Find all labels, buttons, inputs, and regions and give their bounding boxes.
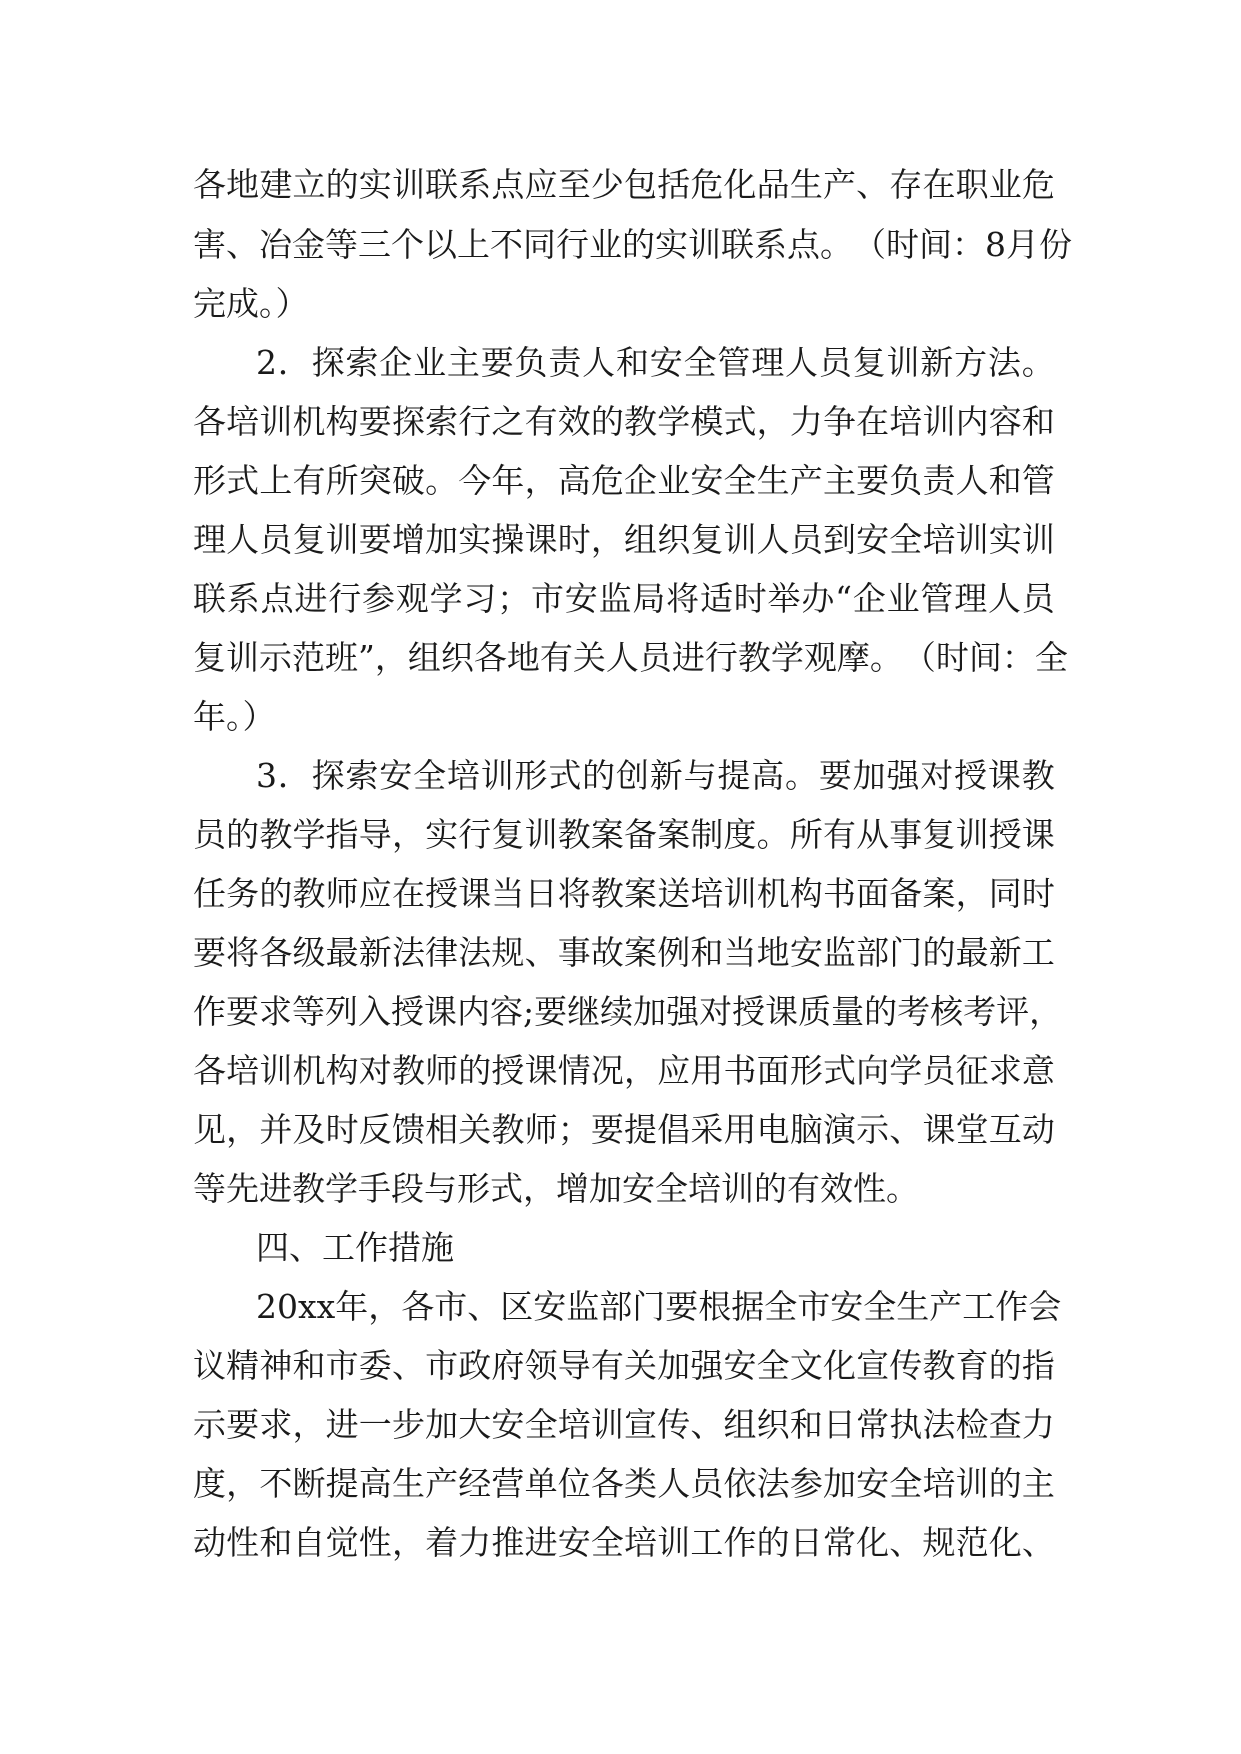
text-line: 害 、 冶 金 等 三 个 以 上 不 同 行 业 的 实 训 联 系 点 。 （ 时 间 ： 8 月 份 <box>193 225 1072 264</box>
text-line: 任 务 的 教 师 应 在 授 课 当 日 将 教 案 送 培 训 机 构 书 面 备 案 ， 同 时 <box>193 874 1055 913</box>
text-line: 复 训 示 范 班 ” ， 组 织 各 地 有 关 人 员 进 行 教 学 观 摩 。 （ 时 间 ： 全 <box>193 638 1068 677</box>
text-line: 各 培 训 机 构 对 教 师 的 授 课 情 况 ， 应 用 书 面 形 式 向 学 员 征 求 意 <box>193 1051 1055 1090</box>
text-line: 动 性 和 自 觉 性 ， 着 力 推 进 安 全 培 训 工 作 的 日 常 化 、 规 范 化 、 <box>193 1523 1055 1562</box>
text-line: 3 ． 探 索 安 全 培 训 形 式 的 创 新 与 提 高 。 要 加 强 对 授 课 教 <box>256 756 1055 795</box>
text-line: 示 要 求 ， 进 一 步 加 大 安 全 培 训 宣 传 、 组 织 和 日 常 执 法 检 查 力 <box>193 1405 1055 1444</box>
section-heading: 四、工作措施 <box>256 1228 454 1267</box>
text-line: 完成。） <box>193 284 309 323</box>
text-line: 见 ， 并 及 时 反 馈 相 关 教 师 ； 要 提 倡 采 用 电 脑 演 示 、 课 堂 互 动 <box>193 1110 1055 1149</box>
text-line: 要 将 各 级 最 新 法 律 法 规 、 事 故 案 例 和 当 地 安 监 部 门 的 最 新 工 <box>193 933 1055 972</box>
text-line: 各 地 建 立 的 实 训 联 系 点 应 至 少 包 括 危 化 品 生 产 、 存 在 职 业 危 <box>193 165 1055 204</box>
text-line: 各 培 训 机 构 要 探 索 行 之 有 效 的 教 学 模 式 ， 力 争 在 培 训 内 容 和 <box>193 402 1055 441</box>
text-line: 度 ， 不 断 提 高 生 产 经 营 单 位 各 类 人 员 依 法 参 加 安 全 培 训 的 主 <box>193 1464 1055 1503</box>
text-line: 联 系 点 进 行 参 观 学 习 ； 市 安 监 局 将 适 时 举 办 “ 企 业 管 理 人 员 <box>193 579 1055 618</box>
text-line: 形 式 上 有 所 突 破 。 今 年 ， 高 危 企 业 安 全 生 产 主 要 负 责 人 和 管 <box>193 461 1055 500</box>
text-line: 理 人 员 复 训 要 增 加 实 操 课 时 ， 组 织 复 训 人 员 到 安 全 培 训 实 训 <box>193 520 1055 559</box>
text-line: 议 精 神 和 市 委 、 市 政 府 领 导 有 关 加 强 安 全 文 化 宣 传 教 育 的 指 <box>193 1346 1055 1385</box>
text-line: 作 要 求 等 列 入 授 课 内 容 ; 要 继 续 加 强 对 授 课 质 量 的 考 核 考 评 ， <box>193 992 1063 1031</box>
text-line: 2 ． 探 索 企 业 主 要 负 责 人 和 安 全 管 理 人 员 复 训 新 方 法 。 <box>256 343 1055 382</box>
text-line: 20xx 年 ， 各 市 、 区 安 监 部 门 要 根 据 全 市 安 全 生 产 工 作 会 <box>256 1287 1062 1326</box>
text-line: 员 的 教 学 指 导 ， 实 行 复 训 教 案 备 案 制 度 。 所 有 从 事 复 训 授 课 <box>193 815 1055 854</box>
text-line: 年。） <box>193 697 276 736</box>
text-line: 等先进教学手段与形式，增加安全培训的有效性。 <box>193 1169 919 1208</box>
